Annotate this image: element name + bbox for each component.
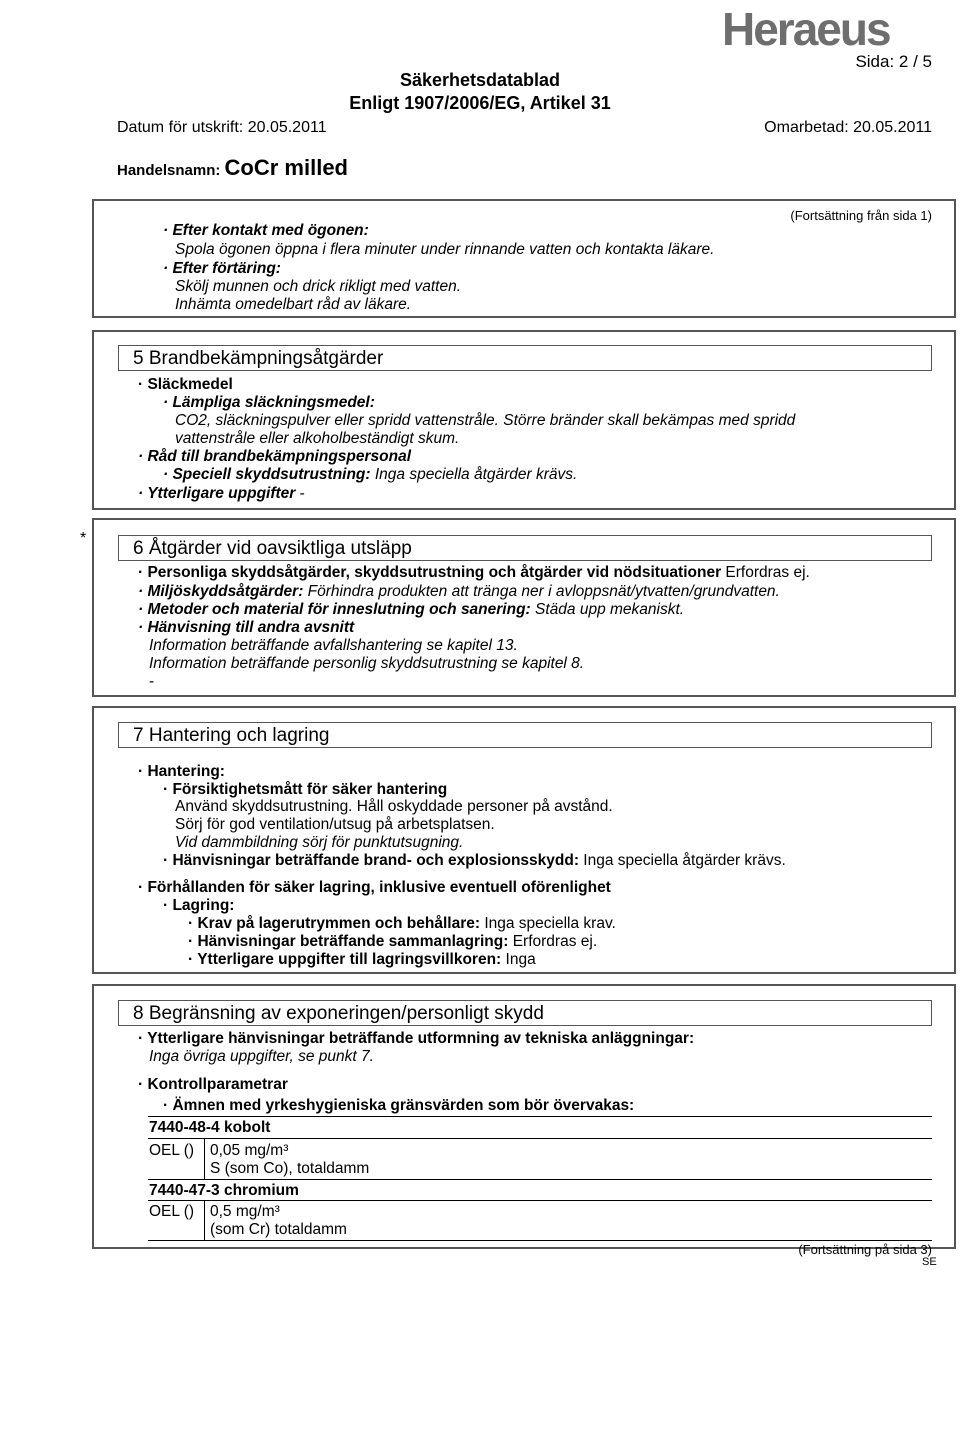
fire-explosion-line <box>163 852 786 870</box>
language-code: SE <box>922 1256 937 1268</box>
oel-table-rule-1 <box>148 1138 932 1139</box>
safe-handling-text-2: Sörj för god ventilation/utsug på arbetsplatsen. <box>175 816 495 833</box>
references-text-2: Information beträffande personlig skyddsutrustning se kapitel 8. <box>149 655 585 672</box>
additional-info-value: - <box>295 485 305 502</box>
personal-precautions-value: Erfordras ej. <box>721 564 810 581</box>
document-title: Säkerhetsdatablad <box>399 70 561 90</box>
continued-from-note: (Fortsättning från sida 1) <box>790 208 932 223</box>
references-dash: - <box>149 673 155 690</box>
environmental-precautions-line <box>138 583 780 601</box>
fire-explosion-value: Inga speciella åtgärder krävs. <box>579 852 786 869</box>
oel-table-rule-3 <box>148 1200 932 1201</box>
storage-heading: · Lagring: <box>163 897 235 914</box>
ingestion-text-2: Inhämta omedelbart råd av läkare. <box>175 296 412 313</box>
fire-explosion-label: · Hänvisningar beträffande brand- och explosionsskydd: <box>163 852 579 869</box>
eye-contact-text: Spola ögonen öppna i flera minuter under rinnande vatten och kontakta läkare. <box>175 241 715 258</box>
environmental-precautions-label: · Miljöskyddsåtgärder: <box>138 583 304 600</box>
continued-to-note: (Fortsättning på sida 3) <box>798 1242 932 1257</box>
oel-cobalt-label: OEL () <box>149 1142 195 1159</box>
engineering-controls-heading: · Ytterligare hänvisningar beträffande utformning av tekniska anläggningar: <box>138 1030 695 1047</box>
personal-precautions-label: · Personliga skyddsåtgärder, skyddsutrustning och åtgärder vid nödsituationer <box>138 564 722 581</box>
oel-chromium-divider <box>204 1201 205 1241</box>
firefighter-advice-heading: · Råd till brandbekämpningspersonal <box>138 448 412 465</box>
ingestion-heading: · Efter förtäring: <box>163 260 281 277</box>
suitable-media-text-1: CO2, släckningspulver eller spridd vattenstråle. Större bränder skall bekämpas med spridd <box>175 412 796 429</box>
oel-table-bottom-rule <box>148 1240 932 1241</box>
handling-heading: · Hantering: <box>138 763 225 780</box>
suitable-media-text-2: vattenstråle eller alkoholbeständigt skum. <box>175 430 460 447</box>
containment-methods-label: · Metoder och material för inneslutning och sanering: <box>138 601 531 618</box>
storage-conditions-value: Inga <box>501 951 536 968</box>
extinguishing-media-heading: · Släckmedel <box>138 376 233 393</box>
additional-info-line <box>138 485 305 503</box>
page-number: Sida: 2 / 5 <box>855 52 932 71</box>
protective-equipment-label: · Speciell skyddsutrustning: <box>163 466 371 483</box>
additional-info-label: · Ytterligare uppgifter <box>138 485 296 502</box>
oel-table-top-rule <box>148 1116 932 1117</box>
trade-name-label: Handelsnamn: <box>117 162 221 179</box>
section-7-title: 7 Hantering och lagring <box>118 722 932 748</box>
heraeus-logo: Heraeus <box>722 3 890 55</box>
ingestion-text-1: Skölj munnen och drick rikligt med vatten. <box>175 278 462 295</box>
section-5-title: 5 Brandbekämpningsåtgärder <box>118 345 932 371</box>
protective-equipment-value: Inga speciella åtgärder krävs. <box>370 466 578 483</box>
suitable-media-heading: · Lämpliga släckningsmedel: <box>163 394 375 411</box>
eye-contact-heading: · Efter kontakt med ögonen: <box>163 222 369 239</box>
oel-cobalt-divider <box>204 1139 205 1179</box>
engineering-controls-text: Inga övriga uppgifter, se punkt 7. <box>149 1048 374 1065</box>
revision-date: Omarbetad: 20.05.2011 <box>764 119 932 136</box>
storage-conditions-label: · Ytterligare uppgifter till lagringsvillkoren: <box>188 951 502 968</box>
oel-cobalt-value: 0,05 mg/m³ <box>210 1142 289 1159</box>
safe-handling-heading: · Försiktighetsmått för säker hantering <box>163 781 448 798</box>
storeroom-requirements-line <box>188 915 616 933</box>
personal-precautions-line <box>138 564 810 582</box>
substance-cobalt: 7440-48-4 kobolt <box>149 1119 271 1136</box>
print-date: Datum för utskrift: 20.05.2011 <box>117 119 327 136</box>
references-text-1: Information beträffande avfallshantering se kapitel 13. <box>149 637 518 654</box>
oel-cobalt-note: S (som Co), totaldamm <box>210 1160 370 1177</box>
joint-storage-value: Erfordras ej. <box>508 933 598 950</box>
control-parameters-heading: · Kontrollparametrar <box>138 1076 288 1093</box>
document-subtitle: Enligt 1907/2006/EG, Artikel 31 <box>349 93 611 113</box>
oel-chromium-label: OEL () <box>149 1203 195 1220</box>
section-8-title: 8 Begränsning av exponeringen/personligt skydd <box>118 1000 932 1026</box>
joint-storage-line <box>188 933 597 951</box>
oel-table-rule-2 <box>148 1179 932 1180</box>
change-marker: * <box>80 530 87 547</box>
references-heading: · Hänvisning till andra avsnitt <box>138 619 355 636</box>
storeroom-requirements-value: Inga speciella krav. <box>480 915 616 932</box>
environmental-precautions-value: Förhindra produkten att tränga ner i avloppsnät/ytvatten/grundvatten. <box>303 583 780 600</box>
joint-storage-label: · Hänvisningar beträffande sammanlagring: <box>188 933 509 950</box>
containment-methods-value: Städa upp mekaniskt. <box>530 601 685 618</box>
oel-chromium-note: (som Cr) totaldamm <box>210 1221 347 1238</box>
protective-equipment-line <box>163 466 577 484</box>
safe-handling-text-1: Använd skyddsutrustning. Håll oskyddade personer på avstånd. <box>175 798 613 815</box>
storage-conditions-line <box>188 951 536 969</box>
storeroom-requirements-label: · Krav på lagerutrymmen och behållare: <box>188 915 481 932</box>
storage-conditions-heading: · Förhållanden för säker lagring, inklusive eventuell oförenlighet <box>138 879 611 896</box>
exposure-limits-heading: · Ämnen med yrkeshygieniska gränsvärden som bör övervakas: <box>163 1097 635 1114</box>
substance-chromium: 7440-47-3 chromium <box>149 1182 299 1199</box>
trade-name: CoCr milled <box>224 155 348 180</box>
section-6-title: 6 Åtgärder vid oavsiktliga utsläpp <box>118 535 932 561</box>
containment-methods-line <box>138 601 684 619</box>
safe-handling-text-3: Vid dammbildning sörj för punktutsugning. <box>175 834 464 851</box>
oel-chromium-value: 0,5 mg/m³ <box>210 1203 280 1220</box>
trade-name-line <box>117 155 348 181</box>
